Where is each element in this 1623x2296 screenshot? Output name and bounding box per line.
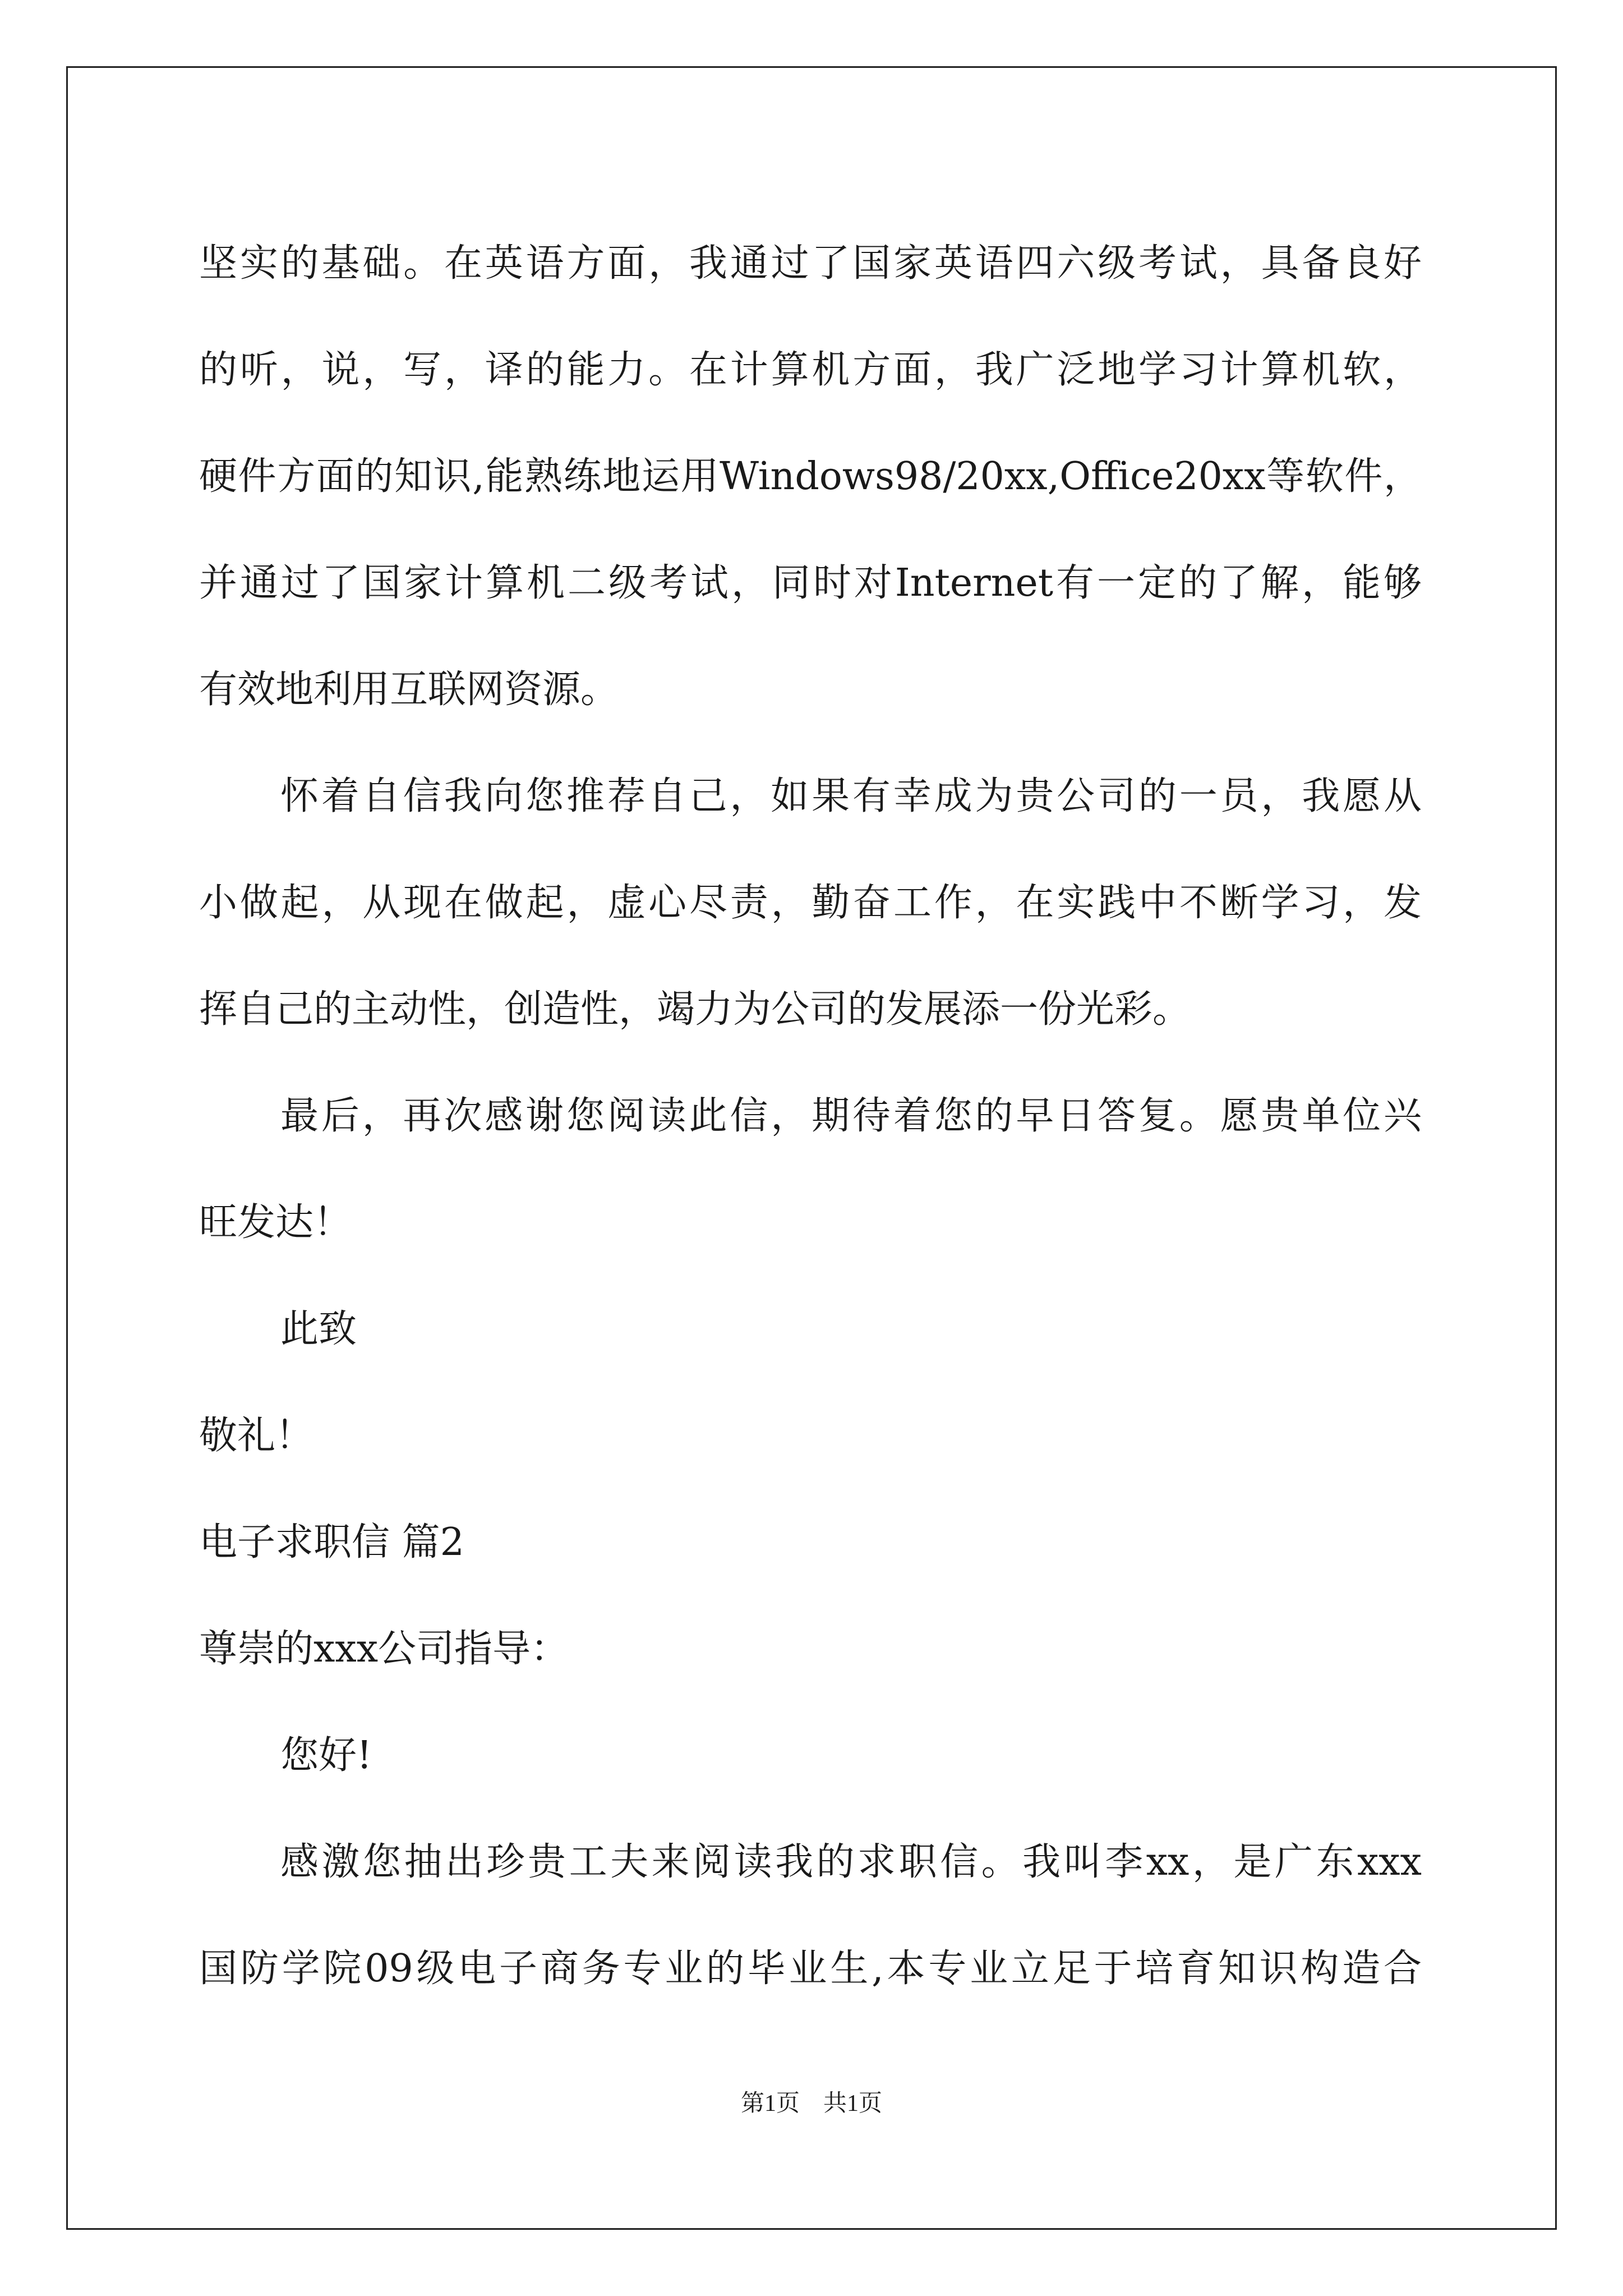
text-line: 挥自己的主动性，创造性，竭力为公司的发展添一份光彩。 (199, 987, 1191, 1032)
document-body (199, 210, 1422, 2022)
paragraph-start-line: 感激您抽出珍贵工夫来阅读我的求职信。我叫李xx，是广东xxx (280, 1840, 1422, 1884)
paragraph-start-line: 最后，再次感谢您阅读此信，期待着您的早日答复。愿贵单位兴 (280, 1094, 1422, 1138)
text-line: 硬件方面的知识,能熟练地运用Windows98/20xx,Office20xx等软件， (199, 454, 1422, 499)
text-line: 的听，说，写，译的能力。在计算机方面，我广泛地学习计算机软， (199, 348, 1422, 392)
closing-salutation: 此致 (280, 1307, 357, 1351)
text-line: 旺发达！ (199, 1200, 352, 1245)
paragraph-start-line: 怀着自信我向您推荐自己，如果有幸成为贵公司的一员，我愿从 (280, 774, 1422, 818)
closing-regards: 敬礼！ (199, 1414, 314, 1458)
page-number-footer: 第1页 共1页 (740, 2091, 882, 2116)
text-line: 并通过了国家计算机二级考试，同时对Internet有一定的了解，能够 (199, 561, 1422, 605)
text-line: 有效地利用互联网资源。 (199, 668, 619, 712)
greeting-hello: 您好! (280, 1733, 372, 1778)
text-line: 国防学院09级电子商务专业的毕业生,本专业立足于培育知识构造合 (199, 1947, 1422, 1991)
text-line: 小做起，从现在做起，虚心尽责，勤奋工作，在实践中不断学习，发 (199, 881, 1422, 925)
text-line: 坚实的基础。在英语方面，我通过了国家英语四六级考试，具备良好 (199, 241, 1422, 286)
section-heading: 电子求职信 篇2 (199, 1520, 464, 1565)
letter-greeting: 尊崇的xxx公司指导： (199, 1627, 569, 1671)
